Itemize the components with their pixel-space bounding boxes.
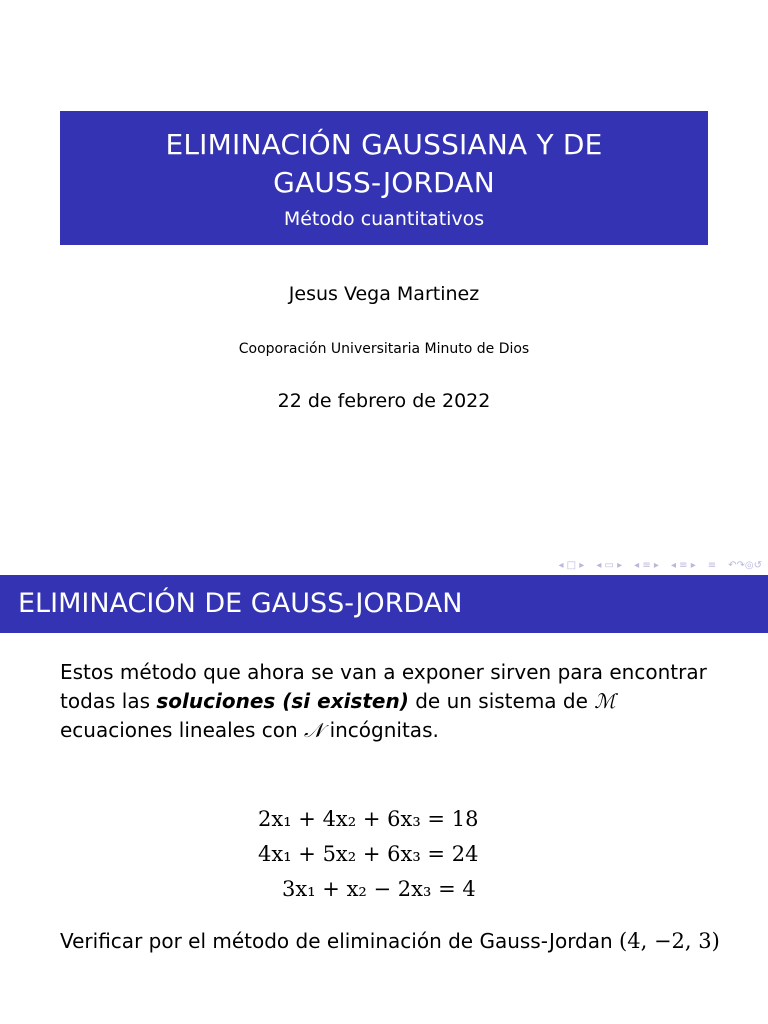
solution-tuple: (4, −2, 3) <box>619 929 720 953</box>
presentation-title-line-2: GAUSS-JORDAN <box>273 166 495 199</box>
frame-title: ELIMINACIÓN DE GAUSS-JORDAN <box>0 575 768 633</box>
verify-text: Verificar por el método de eliminación de Gauss-Jordan <box>60 929 620 953</box>
nav-frame-icon[interactable]: ◂ ▭ ▸ <box>596 560 623 571</box>
nav-slide-icon[interactable]: ◂ □ ▸ <box>558 560 585 571</box>
intro-text-4: incógnitas. <box>323 718 439 742</box>
equation-3: 3x₁ + x₂ − 2x₃ = 4 <box>282 877 476 901</box>
nav-subsection-icon[interactable]: ◂ ≡ ▸ <box>634 560 659 571</box>
presentation-date: 22 de febrero de 2022 <box>277 390 491 412</box>
presentation-subtitle: Método cuantitativos <box>283 208 485 230</box>
intro-text-3: ecuaciones lineales con <box>60 718 305 742</box>
nav-section-icon[interactable]: ◂ ≡ ▸ <box>670 560 696 571</box>
intro-text-2: de un sistema de <box>408 689 595 713</box>
navigation-bar <box>558 559 762 573</box>
title-box <box>60 111 708 245</box>
nav-search-icon[interactable]: ↶↷◎↺ <box>728 560 762 571</box>
symbol-m: ℳ <box>594 689 616 713</box>
symbol-n: 𝒩 <box>304 718 324 742</box>
nav-align-icon[interactable]: ≡ <box>707 560 717 571</box>
intro-text-1: Estos método que ahora se van a exponer sirven para encontrar todas las <box>60 660 707 713</box>
equation-2: 4x₁ + 5x₂ + 6x₃ = 24 <box>258 842 479 866</box>
content-slide <box>0 575 768 1024</box>
institute: Cooporación Universitaria Minuto de Dios <box>238 341 530 357</box>
presentation-title-line-1: ELIMINACIÓN GAUSSIANA Y DE <box>165 128 603 161</box>
verify-instruction <box>60 929 720 953</box>
intro-emphasis: soluciones (si existen) <box>156 689 409 713</box>
author: Jesus Vega Martinez <box>288 283 480 305</box>
equation-1: 2x₁ + 4x₂ + 6x₃ = 18 <box>258 807 479 831</box>
intro-paragraph <box>60 658 720 745</box>
